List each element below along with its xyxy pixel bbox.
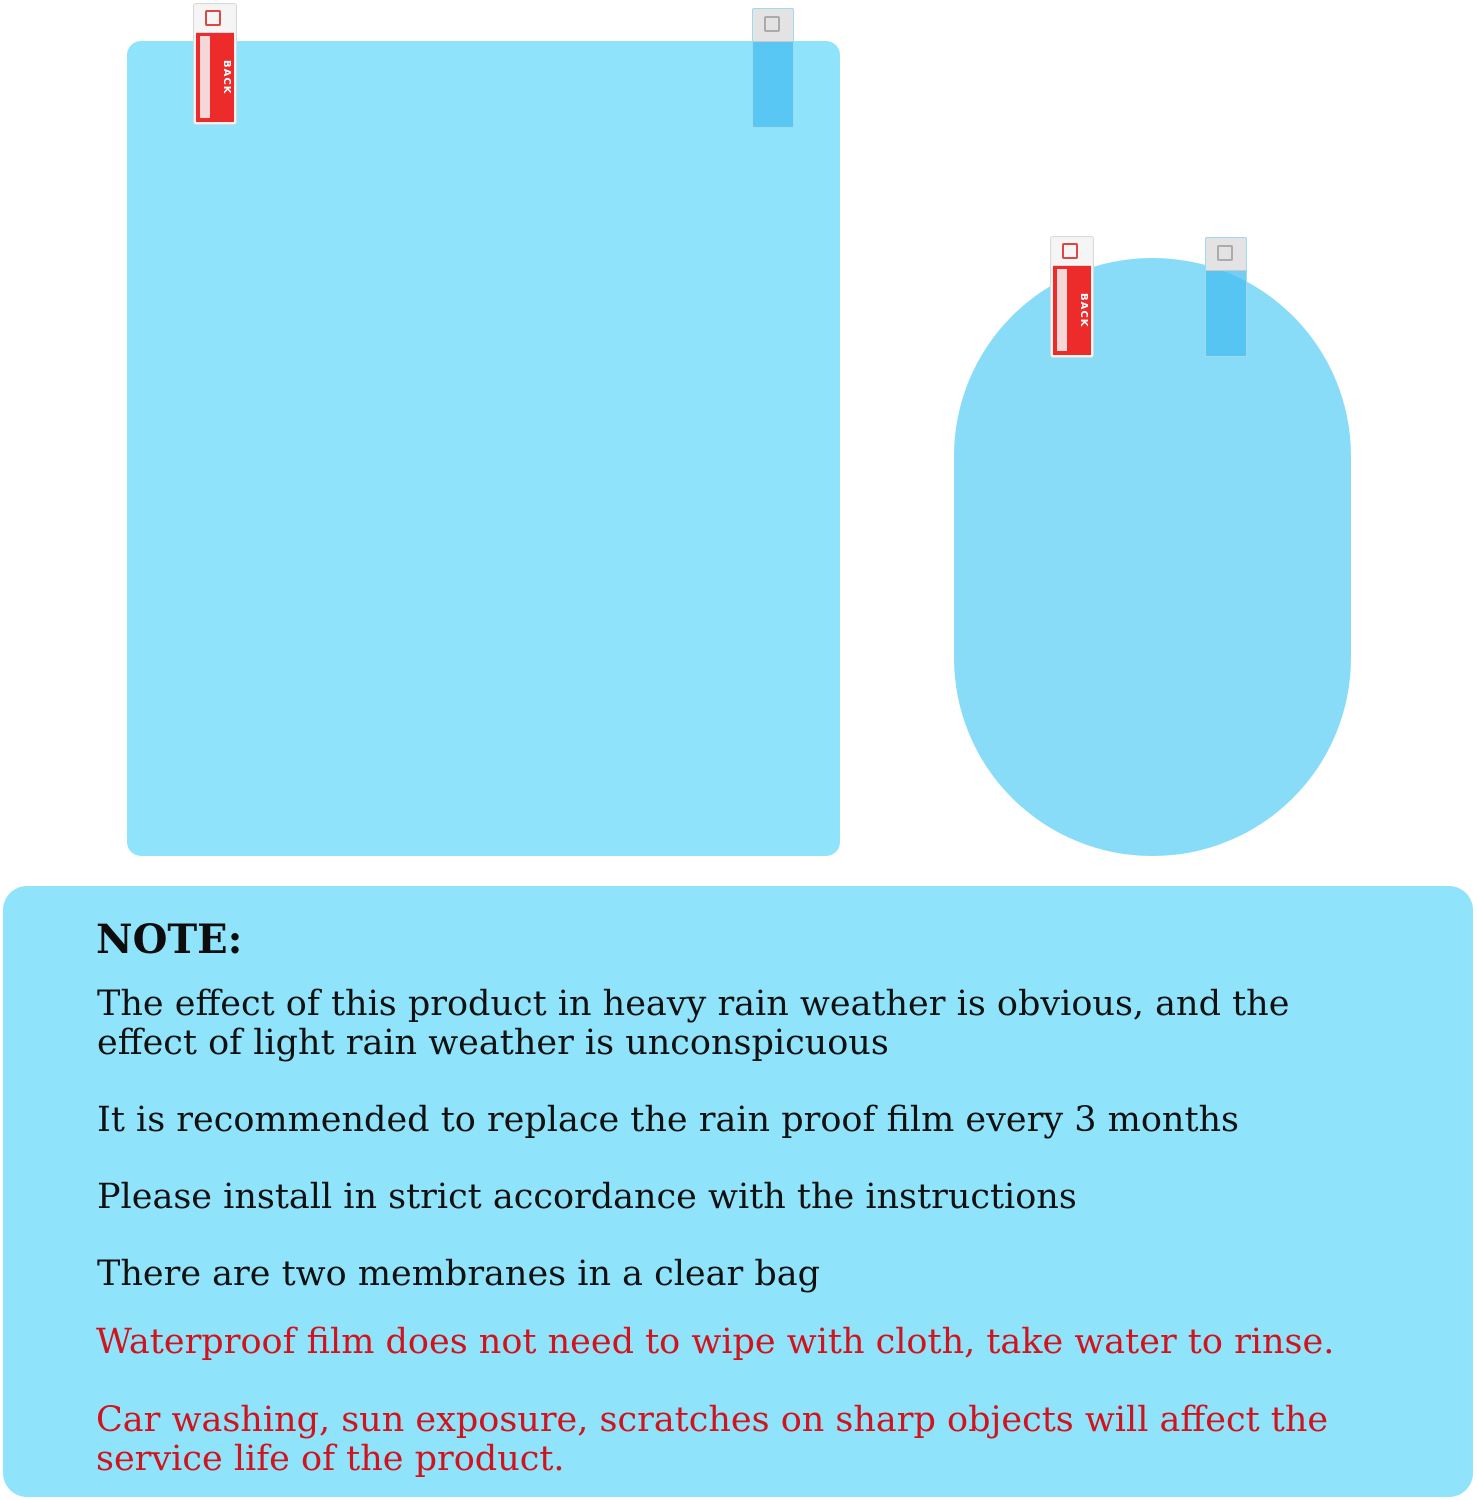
note-warning-rinse: Waterproof film does not need to wipe with cloth, take water to rinse. [96, 1322, 1335, 1362]
note-warning-service-life: Car washing, sun exposure, scratches on sharp objects will affect the service life of the product. [96, 1400, 1329, 1479]
red-back-tab [194, 4, 236, 124]
tab-label: BACK [221, 59, 232, 95]
tab-label: BACK [1078, 292, 1089, 328]
peel-icon [1053, 239, 1091, 266]
note-line-install: Please install in strict accordance with the instructions [97, 1177, 1077, 1217]
rectangular-film [127, 41, 840, 856]
note-line-membranes: There are two membranes in a clear bag [97, 1254, 821, 1294]
note-line-replace: It is recommended to replace the rain proof film every 3 months [97, 1100, 1240, 1140]
blue-front-tab [752, 8, 794, 128]
peel-icon [196, 6, 234, 33]
note-title: NOTE: [96, 916, 243, 963]
red-back-tab [1051, 237, 1093, 357]
note-line-heavy-rain: The effect of this product in heavy rain weather is obvious, and the effect of light rain weather is unconspicuous [97, 984, 1290, 1063]
peel-icon [1206, 238, 1246, 271]
peel-icon [753, 9, 793, 42]
blue-front-tab [1205, 237, 1247, 357]
oval-film [954, 258, 1351, 856]
